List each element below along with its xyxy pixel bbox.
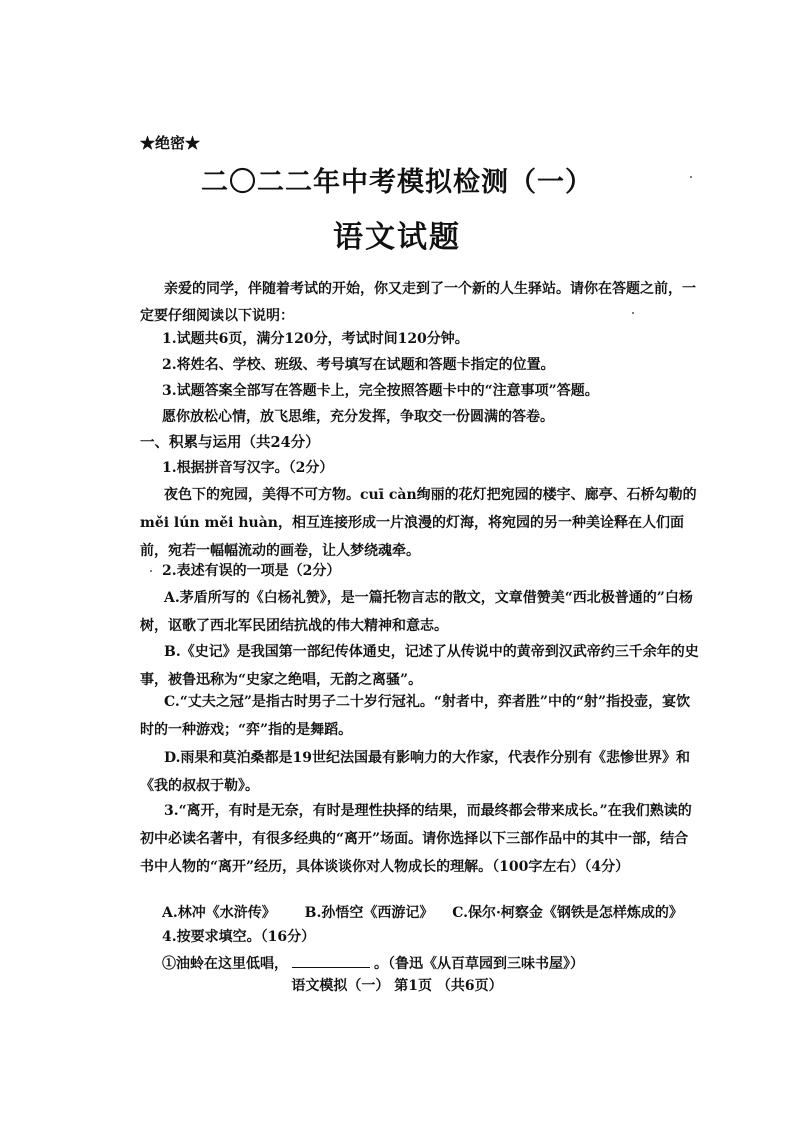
scan-speck [690, 176, 692, 178]
section-title: 一、积累与运用（共24分） [140, 434, 320, 451]
secret-mark: ★绝密★ [140, 134, 201, 152]
scan-speck [150, 570, 152, 572]
q2-option-b: B.《史记》是我国第一部纪传体通史，记述了从传说中的黄帝到汉武帝约三千余年的史事，被鲁迅称为“史家之绝唱，无韵之离骚”。 [140, 644, 699, 688]
q2-option-c: C.“丈夫之冠”是指古时男子二十岁行冠礼。“射者中，弈者胜”中的“射”指投壶，宴饮时的一种游戏；“弈”指的是舞蹈。 [140, 694, 691, 738]
q4-item-1-before: ①油蛉在这里低唱， [162, 956, 288, 972]
q4-item-1 [162, 953, 584, 974]
q3-choice-b: B.孙悟空《西游记》 [304, 905, 434, 921]
q4-prompt: 4.按要求填空。（16分） [162, 929, 316, 945]
rule-item-1: 1.试题共6页，满分120分，考试时间120分钟。 [162, 331, 469, 347]
scan-speck [632, 312, 634, 314]
answer-blank [292, 953, 370, 968]
page-footer: 语文模拟（一） 第1页 （共6页） [291, 978, 503, 994]
q3-choice-a: A.林冲《水浒传》 [162, 905, 276, 921]
exam-title: 二〇二二年中考模拟检测（一） [201, 167, 593, 198]
q2-option-d: D.雨果和莫泊桑都是19世纪法国最有影响力的大作家，代表作分别有《悲惨世界》和《我的叔叔于勒》。 [140, 750, 690, 794]
q3-choices [162, 902, 683, 922]
q1-passage: 夜色下的宛园，美得不可方物。cuī càn绚丽的花灯把宛园的楼宇、廊亭、石桥勾勒的měi lún měi huàn，相互连接形成一片浪漫的灯海，将宛园的另一种美诠释在人们面前，宛若一幅幅流动的画卷，让人梦绕魂牵。 [140, 487, 697, 559]
q2-prompt: 2.表述有误的一项是（2分） [162, 563, 341, 579]
q3-choice-c: C.保尔·柯察金《钢铁是怎样炼成的》 [452, 905, 683, 921]
q2-option-a: A.茅盾所写的《白杨礼赞》，是一篇托物言志的散文，文章借赞美“西北极普通的”白杨树，讴歌了西北军民团结抗战的伟大精神和意志。 [140, 590, 693, 634]
rule-item-2: 2.将姓名、学校、班级、考号填写在试题和答题卡指定的位置。 [162, 357, 555, 373]
intro-greeting: 亲爱的同学，伴随着考试的开始，你又走到了一个新的人生驿站。请你在答题之前，一定要仔细阅读以下说明： [140, 281, 696, 324]
q4-item-1-after: 。（鲁迅《从百草园到三味书屋》） [374, 956, 584, 972]
rule-item-3: 3.试题答案全部写在答题卡上，完全按照答题卡中的“注意事项”答题。 [162, 383, 599, 399]
intro-wish: 愿你放松心情，放飞思维，充分发挥，争取交一份圆满的答卷。 [162, 409, 554, 425]
subject-title: 语文试题 [333, 220, 461, 255]
q3-prompt: 3.“离开，有时是无奈，有时是理性抉择的结果，而最终都会带来成长。”在我们熟读的初中必读名著中，有很多经典的“离开”场面。请你选择以下三部作品中的其中一部，结合书中人物的“离开”经历，具体谈谈你对人物成长的理解。（100字左右）（4分） [140, 803, 692, 875]
q1-prompt: 1.根据拼音写汉字。（2分） [162, 460, 334, 476]
